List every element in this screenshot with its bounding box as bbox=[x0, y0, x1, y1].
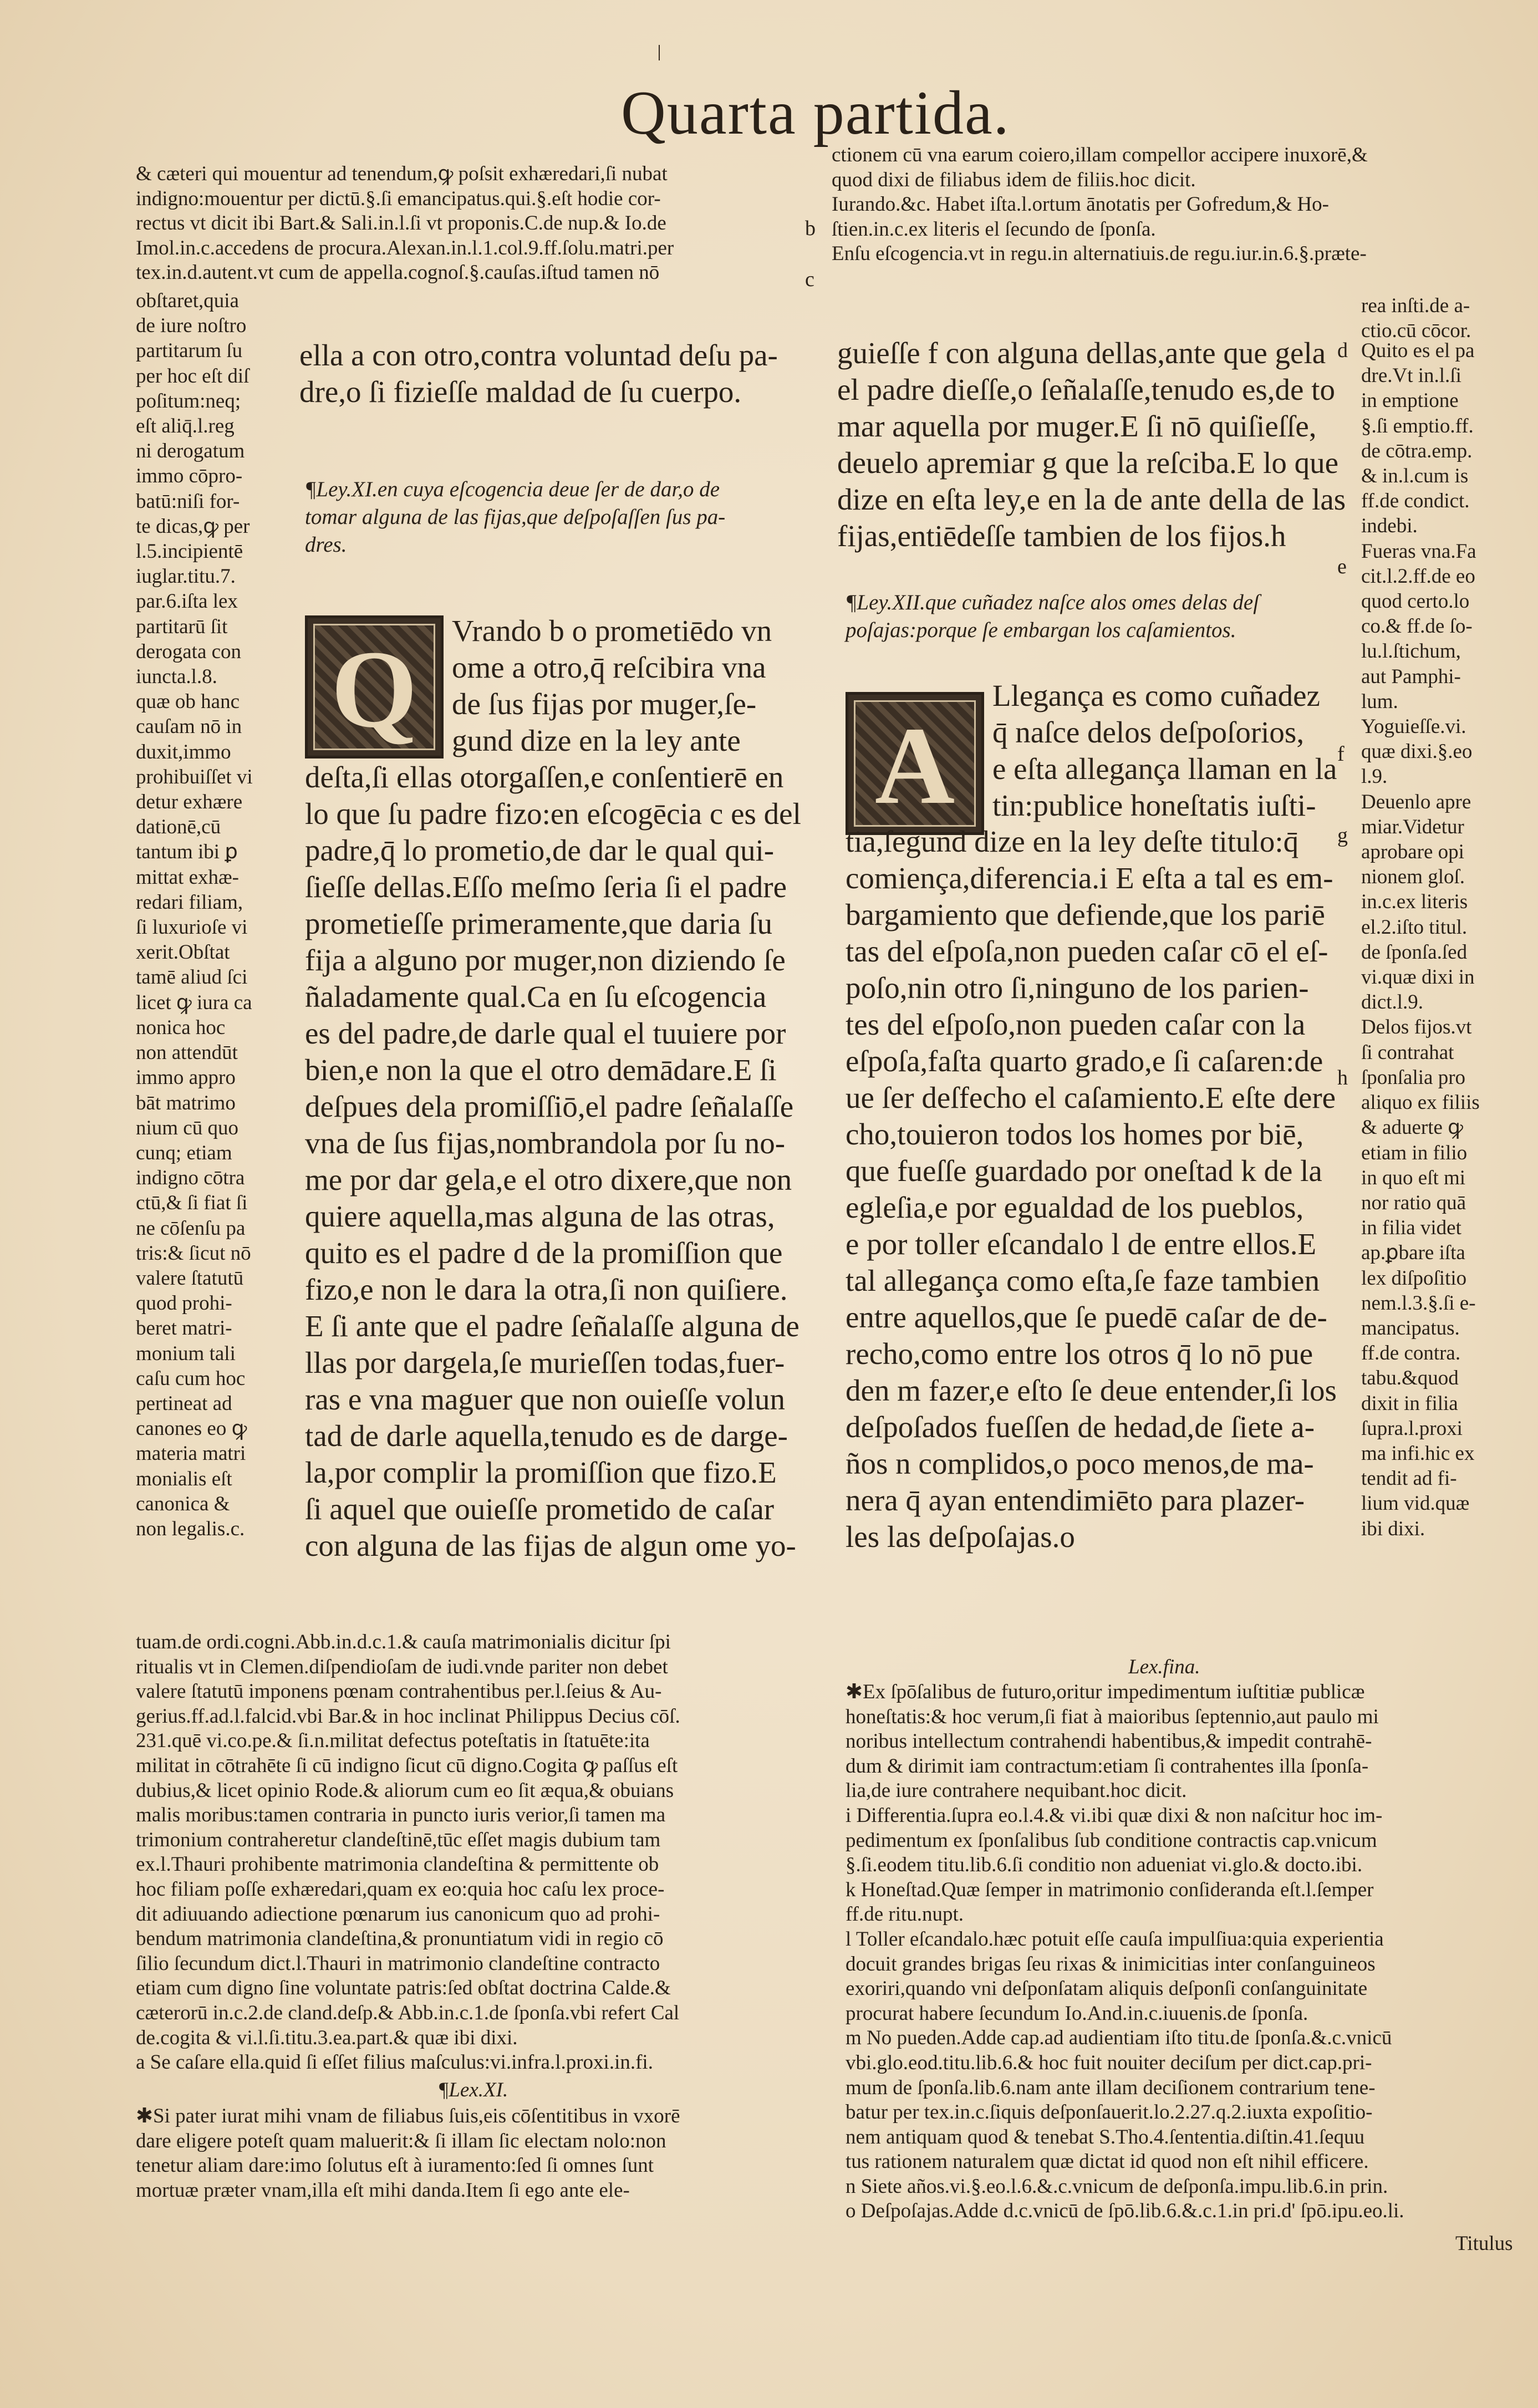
side-left-line: de iure noſtro bbox=[136, 314, 247, 338]
gloss-bottom-right-line: honeſtatis:& hoc verum,ſi fiat à maioribus ſeptennio,aut paulo mi bbox=[846, 1705, 1379, 1728]
side-left-line: cunq; etiam bbox=[136, 1141, 232, 1164]
col2-body-line: les las deſpoſajas.o bbox=[846, 1520, 1075, 1554]
side-right-line: §.ſi emptio.ff. bbox=[1361, 414, 1474, 437]
col2-cap-lines-line: q̄ naſce delos deſpoſorios, bbox=[992, 715, 1305, 749]
side-left-line: quod prohi- bbox=[136, 1292, 232, 1315]
gloss-top-right-line: Enſu eſcogencia.vt in regu.in alternatiuis.de regu.iur.in.6.§.præte- bbox=[832, 242, 1367, 266]
col1-body-line: me por dar gela,e el otro dixere,que non bbox=[305, 1163, 792, 1197]
col1-rubric-line: dres. bbox=[305, 533, 347, 557]
side-left-line: nonica hoc bbox=[136, 1016, 226, 1039]
col1-rubric-line: ¶Ley.XI.en cuya eſcogencia deue ſer de dar,o de bbox=[305, 477, 720, 501]
side-left-line: pertineat ad bbox=[136, 1392, 232, 1415]
col2-top-line: guieſſe f con alguna dellas,ante que gela bbox=[837, 336, 1326, 370]
side-left-line: materia matri bbox=[136, 1442, 246, 1465]
side-right-line: in emptione bbox=[1361, 389, 1459, 413]
side-right-line: l.9. bbox=[1361, 765, 1388, 788]
page-title: Quarta partida. bbox=[621, 79, 1010, 147]
col2-top-line: el padre dieſſe,o ſeñalaſſe,tenudo es,de to bbox=[837, 373, 1335, 406]
side-right-line: co.& ff.de ſo- bbox=[1361, 615, 1473, 638]
col2-body-line: tal allegança como eſta,ſe faze tambien bbox=[846, 1264, 1320, 1297]
side-left-line: partitarum ſu bbox=[136, 339, 243, 363]
side-right-line: aliquo ex filiis bbox=[1361, 1091, 1480, 1114]
side-right-line: vi.quæ dixi in bbox=[1361, 966, 1475, 989]
col1-body-line: llas por dargela,ſe murieſſen todas,fuer- bbox=[305, 1346, 785, 1379]
col1-body-line: prometieſſe primeramente,que daria ſu bbox=[305, 907, 772, 940]
gloss-top-right-line: ctionem cū vna earum coiero,illam compellor accipere inuxorē,& bbox=[832, 144, 1368, 166]
side-right-line: lu.l.ſtichum, bbox=[1361, 640, 1461, 663]
dropcap-col1 bbox=[305, 615, 444, 758]
side-right-line: & aduerte ꝙ bbox=[1361, 1116, 1463, 1139]
gloss-marker-e: e bbox=[1337, 555, 1347, 578]
gloss-bottom-left-tail-line: ✱Si pater iurat mihi vnam de filiabus ſuis,eis cōſentitibus in vxorē bbox=[136, 2105, 680, 2127]
col1-cap-lines-line: gund dize en la ley ante bbox=[452, 724, 741, 757]
folio-mark: ǀ bbox=[657, 40, 662, 65]
side-right-line: ma infi.hic ex bbox=[1361, 1442, 1475, 1465]
dropcap-col2 bbox=[846, 692, 984, 835]
side-right-line: mancipatus. bbox=[1361, 1316, 1460, 1340]
col1-body-line: lo que ſu padre fizo:en eſcogēcia c es del bbox=[305, 797, 801, 831]
col2-top-line: deuelo apremiar g que la reſciba.E lo que bbox=[837, 446, 1339, 480]
gloss-bottom-right-line: ✱Ex ſpōſalibus de futuro,oritur impedimentum iuſtitiæ publicæ bbox=[846, 1681, 1365, 1703]
side-right-line: dre.Vt in.l.ſi bbox=[1361, 364, 1461, 388]
gloss-bottom-left-line: dit adiuuando adiectione pœnarum ius canonicum quo ad prohi- bbox=[136, 1902, 660, 1926]
gloss-bottom-left-line: valere ſtatutū imponens pœnam contrahentibus per.l.ſeius & Au- bbox=[136, 1680, 662, 1703]
side-gloss-right bbox=[1361, 338, 1527, 1541]
gloss-top-right-tail bbox=[1361, 294, 1527, 343]
col1-cap-lines-line: ome a otro,q̄ reſcibira vna bbox=[452, 650, 766, 684]
side-left-line: non legalis.c. bbox=[136, 1517, 245, 1540]
gloss-bottom-left-line: dubius,& licet opinio Rode.& aliorum cum eo ſit æqua,& obuians bbox=[136, 1779, 674, 1802]
gloss-bottom-left-line: trimonium contraheretur clandeſtinē,tūc eſſet magis dubium tam bbox=[136, 1828, 661, 1851]
side-right-line: quæ dixi.§.eo bbox=[1361, 740, 1473, 763]
col1-body-line: con alguna de las fijas de algun ome yo- bbox=[305, 1529, 796, 1562]
side-left-line: ctū,& ſi fiat ſi bbox=[136, 1192, 248, 1215]
gloss-bottom-left-line: militat in cōtrahēte ſi cū indigno ſicut cū digno.Cogita ꝙ paſſus eſt bbox=[136, 1754, 678, 1777]
col1-top-line: ella a con otro,contra voluntad deſu pa- bbox=[299, 338, 778, 372]
side-right-line: quod certo.lo bbox=[1361, 590, 1470, 613]
side-left-line: bāt matrimo bbox=[136, 1091, 236, 1114]
col1-body-line: deſpues dela promiſſiō,el padre ſeñalaſſe bbox=[305, 1090, 794, 1123]
gloss-top-right-tail-line: rea inſti.de a- bbox=[1361, 294, 1470, 317]
gloss-top-left-line: & cæteri qui mouentur ad tenendum,ꝙ poſsit exhæredari,ſi nubat bbox=[136, 162, 668, 185]
col2-cap-lines bbox=[992, 678, 1347, 824]
gloss-bottom-right-line: docuit grandes brigas ſeu rixas & inimicitias inter conſanguineos bbox=[846, 1952, 1376, 1976]
side-left-line: nium cū quo bbox=[136, 1116, 238, 1139]
lex-left-heading: ¶Lex.XI. bbox=[438, 2079, 508, 2101]
side-left-line: duxit,immo bbox=[136, 740, 231, 763]
gloss-top-right-line: Iurando.&c. Habet iſta.l.ortum ānotatis per Gofredum,& Ho- bbox=[832, 193, 1329, 216]
col2-text-top bbox=[837, 335, 1346, 554]
gloss-bottom-left-line: 231.quē vi.co.pe.& ſi.n.militat defectus poteſtatis in ſtatuēte:ita bbox=[136, 1729, 650, 1753]
col2-rubric-line: ¶Ley.XII.que cuñadez naſce alos omes delas deſ bbox=[846, 590, 1260, 614]
side-right-line: Delos fijos.vt bbox=[1361, 1016, 1472, 1039]
side-right-line: dict.l.9. bbox=[1361, 991, 1424, 1014]
side-right-line: tendit ad fi- bbox=[1361, 1467, 1457, 1490]
col1-rubric bbox=[305, 476, 798, 559]
col2-body-line: que fueſſe guardado por oneſtad k de la bbox=[846, 1154, 1322, 1188]
side-right-line: aprobare opi bbox=[1361, 841, 1464, 864]
dropcap-letter: Q bbox=[331, 628, 417, 751]
gloss-bottom-right-line: vbi.glo.eod.titu.lib.6.& hoc fuit nouiter deciſum per dict.cap.pri- bbox=[846, 2051, 1372, 2074]
side-left-line: non attendūt bbox=[136, 1041, 238, 1065]
side-right-line: miar.Videtur bbox=[1361, 815, 1464, 838]
gloss-bottom-right-line: o Deſpoſajas.Adde d.c.vnicū de ſpō.lib.6.&.c.1.in pri.d' ſpō.ipu.eo.li. bbox=[846, 2200, 1404, 2223]
gloss-bottom-left-line: cæterorū in.c.2.de cland.deſp.& Abb.in.c.1.de ſponſa.vbi refert Cal bbox=[136, 2001, 680, 2024]
gloss-top-right-line: quod dixi de filiabus idem de filiis.hoc dicit. bbox=[832, 168, 1196, 191]
col1-cap-lines-line: Vrando b o prometiēdo vn bbox=[452, 614, 772, 648]
side-left-line: per hoc eſt diſ bbox=[136, 364, 249, 388]
side-left-line: caſu cum hoc bbox=[136, 1367, 246, 1390]
col1-body-line: deſta,ſi ellas otorgaſſen,e conſentierē en bbox=[305, 760, 784, 794]
col2-cap-lines-line: Llegança es como cuñadez bbox=[992, 679, 1320, 712]
col2-body-line: comiença,diferencia.i E eſta a tal es em- bbox=[846, 861, 1333, 895]
col1-body-line: ñaladamente qual.Ca en ſu eſcogencia bbox=[305, 980, 767, 1014]
gloss-top-left-line: rectus vt dicit ibi Bart.& Sali.in.l.ſi vt proponis.C.de nup.& Io.de bbox=[136, 212, 666, 235]
side-left-line: te dicas,ꝙ per bbox=[136, 515, 250, 538]
side-left-line: quæ ob hanc bbox=[136, 690, 240, 714]
gloss-top-left-line: Imol.in.c.accedens de procura.Alexan.in.l.1.col.9.ff.ſolu.matri.per bbox=[136, 236, 674, 259]
gloss-bottom-left bbox=[136, 1630, 823, 2075]
side-right-line: & in.l.cum is bbox=[1361, 465, 1469, 488]
gloss-bottom-left-tail-line: tenetur aliam dare:imo ſolutus eſt à iuramento:ſed ſi omnes ſunt bbox=[136, 2154, 654, 2177]
side-right-line: Fueras vna.Fa bbox=[1361, 539, 1476, 563]
side-right-line: el.2.iſto titul. bbox=[1361, 915, 1468, 939]
side-right-line: in quo eſt mi bbox=[1361, 1166, 1466, 1189]
side-right-line: ff.de contra. bbox=[1361, 1342, 1461, 1365]
side-right-line: ſponſalia pro bbox=[1361, 1066, 1466, 1089]
catchword: Titulus bbox=[1455, 2232, 1513, 2255]
side-left-line: partitarū ſit bbox=[136, 615, 228, 638]
col1-cap-lines-line: de ſus fijas por muger,ſe- bbox=[452, 687, 757, 721]
side-left-line: ſi luxurioſe vi bbox=[136, 916, 248, 939]
gloss-bottom-right-line: pedimentum ex ſponſalibus ſub conditione contractis cap.vnicum bbox=[846, 1829, 1377, 1852]
gloss-bottom-left-line: ſilio ſecundum dict.l.Thauri in matrimonio clandeſtine contracto bbox=[136, 1952, 660, 1975]
side-right-line: lium vid.quæ bbox=[1361, 1492, 1470, 1515]
side-left-line: iuglar.titu.7. bbox=[136, 565, 236, 588]
side-right-line: Deuenlo apre bbox=[1361, 790, 1471, 813]
col1-body bbox=[305, 759, 804, 1564]
side-left-line: poſitum:neq; bbox=[136, 389, 241, 413]
gloss-bottom-left-line: malis moribus:tamen contraria in puncto iuris verior,ſi tamen ma bbox=[136, 1804, 666, 1827]
gloss-bottom-right-line: ff.de ritu.nupt. bbox=[846, 1903, 964, 1926]
side-left-line: immo appro bbox=[136, 1066, 236, 1090]
side-left-line: prohibuiſſet vi bbox=[136, 765, 253, 788]
gloss-bottom-right-line: m No pueden.Adde cap.ad audientiam iſto titu.de ſponſa.&.c.vnicū bbox=[846, 2027, 1392, 2050]
side-left-line: beret matri- bbox=[136, 1317, 232, 1340]
side-left-line: mittat exhæ- bbox=[136, 866, 239, 889]
side-left-line: dationē,cū bbox=[136, 816, 221, 839]
gloss-bottom-right bbox=[846, 1680, 1527, 2224]
col2-body-line: bargamiento que defiende,que los pariē bbox=[846, 898, 1325, 931]
col2-body-line: deſpoſados fueſſen de hedad,de ſiete a- bbox=[846, 1410, 1315, 1444]
col2-top-line: mar aquella por muger.E ſi nō quiſieſſe, bbox=[837, 409, 1317, 443]
lex-right-heading: Lex.fina. bbox=[1128, 1656, 1200, 1678]
col1-body-line: fizo,e non le dara la otra,ſi non quiſiere. bbox=[305, 1272, 788, 1306]
gloss-bottom-right-line: k Honeſtad.Quæ ſemper in matrimonio conſideranda eſt.l.ſemper bbox=[846, 1878, 1374, 1901]
gloss-marker-c: c bbox=[805, 268, 814, 291]
side-right-line: Quito es el pa bbox=[1361, 339, 1475, 362]
col1-body-line: quiere aquella,mas alguna de las otras, bbox=[305, 1199, 775, 1233]
col2-body-line: poſo,nin otro ſi,ninguno de los parien- bbox=[846, 971, 1309, 1005]
side-right-line: nem.l.3.§.ſi e- bbox=[1361, 1291, 1476, 1315]
dropcap-letter: A bbox=[874, 705, 955, 827]
side-left-line: monialis eſt bbox=[136, 1467, 232, 1490]
side-right-line: etiam in filio bbox=[1361, 1141, 1468, 1164]
side-left-line: canones eo ꝙ bbox=[136, 1417, 247, 1440]
gloss-bottom-right-line: dum & dirimit iam contractum:etiam ſi contrahentes illa ſponſa- bbox=[846, 1754, 1369, 1778]
col1-cap-lines bbox=[452, 613, 807, 759]
side-left-line: valere ſtatutū bbox=[136, 1266, 244, 1290]
col1-body-line: bien,e non la que el otro demādare.E ſi bbox=[305, 1053, 777, 1087]
col2-body-line: tas del eſpoſa,non pueden caſar cō el eſ- bbox=[846, 934, 1328, 968]
side-right-line: tabu.&quod bbox=[1361, 1367, 1459, 1390]
col1-body-line: tad de darle aquella,tenudo es de darge- bbox=[305, 1419, 788, 1453]
side-right-line: de ſponſa.ſed bbox=[1361, 940, 1468, 964]
gloss-marker-d: d bbox=[1337, 339, 1348, 362]
side-right-line: in filia videt bbox=[1361, 1216, 1461, 1240]
col2-top-line: dize en eſta ley,e en la de ante della de las bbox=[837, 482, 1346, 516]
side-left-line: tamē aliud ſci bbox=[136, 966, 248, 989]
gloss-bottom-left-line: de.cogita & vi.l.ſi.titu.3.ea.part.& quæ ibi dixi. bbox=[136, 2026, 518, 2049]
gloss-bottom-right-line: §.ſi.eodem titu.lib.6.ſi conditio non adueniat vi.glo.& docto.ibi. bbox=[846, 1854, 1363, 1877]
side-right-line: cit.l.2.ff.de eo bbox=[1361, 564, 1475, 588]
side-left-line: canonica & bbox=[136, 1492, 230, 1515]
side-right-line: lum. bbox=[1361, 690, 1398, 713]
side-right-line: indebi. bbox=[1361, 515, 1418, 538]
side-right-line: in.c.ex literis bbox=[1361, 890, 1468, 914]
col1-body-line: fija a alguno por muger,non diziendo ſe bbox=[305, 943, 786, 977]
gloss-bottom-right-line: i Differentia.ſupra eo.l.4.& vi.ibi quæ dixi & non naſcitur hoc im- bbox=[846, 1804, 1383, 1827]
col2-body-line: eſpoſa,faſta quarto grado,e ſi caſaren:de bbox=[846, 1044, 1323, 1078]
gloss-bottom-left-line: ritualis vt in Clemen.diſpendioſam de iudi.vnde pariter non debet bbox=[136, 1655, 668, 1678]
col2-rubric bbox=[846, 589, 1345, 644]
side-left-line: batū:niſi for- bbox=[136, 490, 240, 513]
col1-body-line: ras e vna maguer que non ouieſſe volun bbox=[305, 1382, 785, 1416]
col1-body-line: padre,q̄ lo prometio,de dar le qual qui- bbox=[305, 833, 775, 867]
side-left-line: derogata con bbox=[136, 640, 242, 663]
col1-body-line: quito es el padre d de la promiſſion que bbox=[305, 1236, 783, 1270]
side-left-line: ne cōſenſu pa bbox=[136, 1216, 246, 1240]
gloss-bottom-left-line: hoc filiam poſſe exhæredari,quam ex eo:quia hoc caſu lex proce- bbox=[136, 1877, 665, 1901]
side-left-line: ni derogatum bbox=[136, 440, 245, 463]
gloss-bottom-right-line: lia,de iure contrahere nequibant.hoc dicit. bbox=[846, 1779, 1187, 1803]
gloss-bottom-left-tail-line: mortuæ præter vnam,illa eſt mihi danda.Item ſi ego ante ele- bbox=[136, 2178, 630, 2202]
col1-body-line: ſieſſe dellas.Eſſo meſmo ſeria ſi el padre bbox=[305, 870, 787, 904]
gloss-top-left bbox=[136, 162, 809, 286]
col2-body-line: e por toller eſcandalo l de entre ellos.E bbox=[846, 1227, 1317, 1261]
side-left-line: detur exhære bbox=[136, 791, 243, 814]
side-left-line: redari filiam, bbox=[136, 890, 243, 914]
side-right-line: ibi dixi. bbox=[1361, 1517, 1425, 1540]
col2-rubric-line: poſajas:porque ſe embargan los caſamientos. bbox=[846, 618, 1236, 642]
col1-rubric-line: tomar alguna de las fijas,que deſpoſaſſen ſus pa- bbox=[305, 505, 726, 529]
col1-body-line: es del padre,de darle qual el tuuiere por bbox=[305, 1016, 786, 1050]
side-right-line: Yoguieſſe.vi. bbox=[1361, 715, 1466, 739]
side-right-line: ſupra.l.proxi bbox=[1361, 1417, 1463, 1440]
col1-body-line: vna de ſus fijas,nombrandola por ſu no- bbox=[305, 1126, 786, 1160]
side-left-line: obſtaret,quia bbox=[136, 289, 239, 312]
gloss-top-left-line: tex.in.d.autent.vt cum de appella.cognoſ.§.cauſas.iſtud tamen nō bbox=[136, 261, 660, 284]
side-right-line: nionem gloſ. bbox=[1361, 866, 1465, 889]
side-left-line: licet ꝙ iura ca bbox=[136, 991, 252, 1014]
col2-body-line: den m fazer,e eſto ſe deue entender,ſi los bbox=[846, 1373, 1337, 1407]
gloss-bottom-right-line: n Siete años.vi.§.eo.l.6.&.c.vnicum de deſponſa.impu.lib.6.in prin. bbox=[846, 2175, 1388, 2198]
gloss-marker-f: f bbox=[1337, 742, 1345, 766]
col2-body-line: ños n complidos,o poco menos,de ma- bbox=[846, 1447, 1314, 1480]
gloss-bottom-left-line: gerius.ff.ad.l.falcid.vbi Bar.& in hoc inclinat Philippus Decius cōſ. bbox=[136, 1704, 680, 1728]
side-left-line: iuncta.l.8. bbox=[136, 665, 217, 689]
gloss-bottom-right-line: mum de ſponſa.lib.6.nam ante illam deciſionem contrarium tene- bbox=[846, 2076, 1376, 2099]
gloss-bottom-left-tail-line: dare eligere poteſt quam maluerit:& ſi illam ſic electam nolo:non bbox=[136, 2129, 666, 2152]
col2-body-line: nera q̄ ayan entendimiēto para plazer- bbox=[846, 1483, 1305, 1517]
gloss-top-right bbox=[832, 143, 1525, 267]
gloss-bottom-left-tail bbox=[136, 2104, 823, 2203]
side-left-line: immo cōpro- bbox=[136, 465, 243, 488]
gloss-bottom-left-line: etiam cum digno ſine voluntate patris:ſed obſtat doctrina Calde.& bbox=[136, 1977, 671, 2000]
gloss-bottom-left-line: ex.l.Thauri prohibente matrimonia clandeſtina & permittente ob bbox=[136, 1853, 659, 1876]
gloss-bottom-right-line: exoriri,quando vni deſponſatam aliquis deſponſi conſanguinitate bbox=[846, 1977, 1368, 2000]
col1-text-top bbox=[299, 337, 798, 410]
col2-cap-lines-line: tin:publice honeſtatis iuſti- bbox=[992, 788, 1316, 822]
col2-top-line: fijas,entiēdeſſe tambien de los fijos.h bbox=[837, 519, 1286, 553]
side-left-line: l.5.incipientē bbox=[136, 540, 243, 563]
side-left-line: tantum ibi ꝑ bbox=[136, 841, 238, 864]
col2-body-line: ue ſer deſfecho el caſamiento.E eſte dere bbox=[846, 1081, 1336, 1114]
col2-body-line: tes del eſpoſo,non pueden caſar con la bbox=[846, 1007, 1306, 1041]
side-left-line: par.6.iſta lex bbox=[136, 590, 238, 613]
side-right-line: ff.de condict. bbox=[1361, 490, 1470, 513]
side-right-line: dixit in filia bbox=[1361, 1392, 1458, 1415]
col2-body bbox=[846, 823, 1345, 1555]
col1-top-line: dre,o ſi fizieſſe maldad de ſu cuerpo. bbox=[299, 375, 742, 409]
gloss-bottom-left-line: a Se caſare ella.quid ſi eſſet filius maſculus:vi.infra.l.proxi.in.fi. bbox=[136, 2051, 653, 2074]
col2-body-line: egleſia,e por egualdad de los pueblos, bbox=[846, 1190, 1304, 1224]
side-left-line: tris:& ſicut nō bbox=[136, 1241, 251, 1265]
side-left-line: xerit.Obſtat bbox=[136, 941, 230, 964]
side-gloss-left bbox=[136, 288, 297, 1541]
gloss-bottom-left-line: bendum matrimonia clandeſtina,& pronuntiatum vidi in regio cō bbox=[136, 1927, 664, 1951]
col2-body-line: recho,como entre los otros q̄ lo nō pue bbox=[846, 1337, 1313, 1371]
col2-body-line: tia,ſegund dize en la ley deſte titulo:q̄ bbox=[846, 824, 1299, 858]
side-left-line: indigno cōtra bbox=[136, 1167, 245, 1190]
gloss-top-left-line: indigno:mouentur per dictū.§.ſi emancipatus.qui.§.eſt hodie cor- bbox=[136, 187, 661, 210]
side-left-line: monium tali bbox=[136, 1342, 236, 1365]
gloss-bottom-right-line: tus rationem naturalem quæ dictat id quod non eſt nihil efficere. bbox=[846, 2150, 1369, 2173]
gloss-marker-h: h bbox=[1337, 1066, 1348, 1090]
side-left-line: eſt aliq̄.l.reg bbox=[136, 415, 235, 438]
side-right-line: aut Pamphi- bbox=[1361, 665, 1461, 688]
col1-body-line: la,por complir la promiſſion que fizo.E bbox=[305, 1455, 777, 1489]
gloss-top-right-line: ſtien.in.c.ex literis el ſecundo de ſponſa. bbox=[832, 217, 1156, 241]
side-right-line: de cōtra.emp. bbox=[1361, 439, 1473, 462]
gloss-bottom-left-line: tuam.de ordi.cogni.Abb.in.d.c.1.& cauſa matrimonialis dicitur ſpi bbox=[136, 1631, 671, 1653]
col2-cap-lines-line: e eſta allegança llaman en la bbox=[992, 752, 1337, 786]
side-right-line: ap.ꝑbare iſta bbox=[1361, 1241, 1465, 1265]
side-right-line: lex diſpoſitio bbox=[1361, 1266, 1467, 1290]
side-right-line: nor ratio quā bbox=[1361, 1191, 1466, 1214]
gloss-bottom-right-line: nem antiquam quod & tenebat S.Tho.4.ſententia.diſtin.41.ſequu bbox=[846, 2125, 1365, 2149]
gloss-bottom-right-line: noribus intellectum contrahendi habentibus,& impedit contrahē- bbox=[846, 1730, 1372, 1753]
col1-body-line: E ſi ante que el padre ſeñalaſſe alguna de bbox=[305, 1309, 799, 1343]
gloss-bottom-right-line: procurat habere ſecundum Io.And.in.c.iuuenis.de ſponſa. bbox=[846, 2002, 1308, 2025]
col1-body-line: ſi aquel que ouieſſe prometido de caſar bbox=[305, 1492, 775, 1526]
side-right-line: ſi contrahat bbox=[1361, 1041, 1454, 1064]
gloss-bottom-right-line: batur per tex.in.c.ſiquis deſponſauerit.lo.2.27.q.2.iuxta expoſitio- bbox=[846, 2101, 1373, 2124]
gloss-bottom-right-line: l Toller eſcandalo.hæc potuit eſſe cauſa impulſiua:quia experientia bbox=[846, 1927, 1384, 1951]
col2-body-line: cho,touieron todos los homes por biē, bbox=[846, 1117, 1304, 1151]
gloss-marker-g: g bbox=[1337, 824, 1348, 847]
gloss-top-right-tail-line: ctio.cū cōcor. bbox=[1361, 319, 1471, 342]
gloss-marker-b: b bbox=[805, 217, 816, 240]
side-left-line: cauſam nō in bbox=[136, 715, 242, 739]
col2-body-line: entre aquellos,que ſe puedē caſar de de- bbox=[846, 1300, 1327, 1334]
